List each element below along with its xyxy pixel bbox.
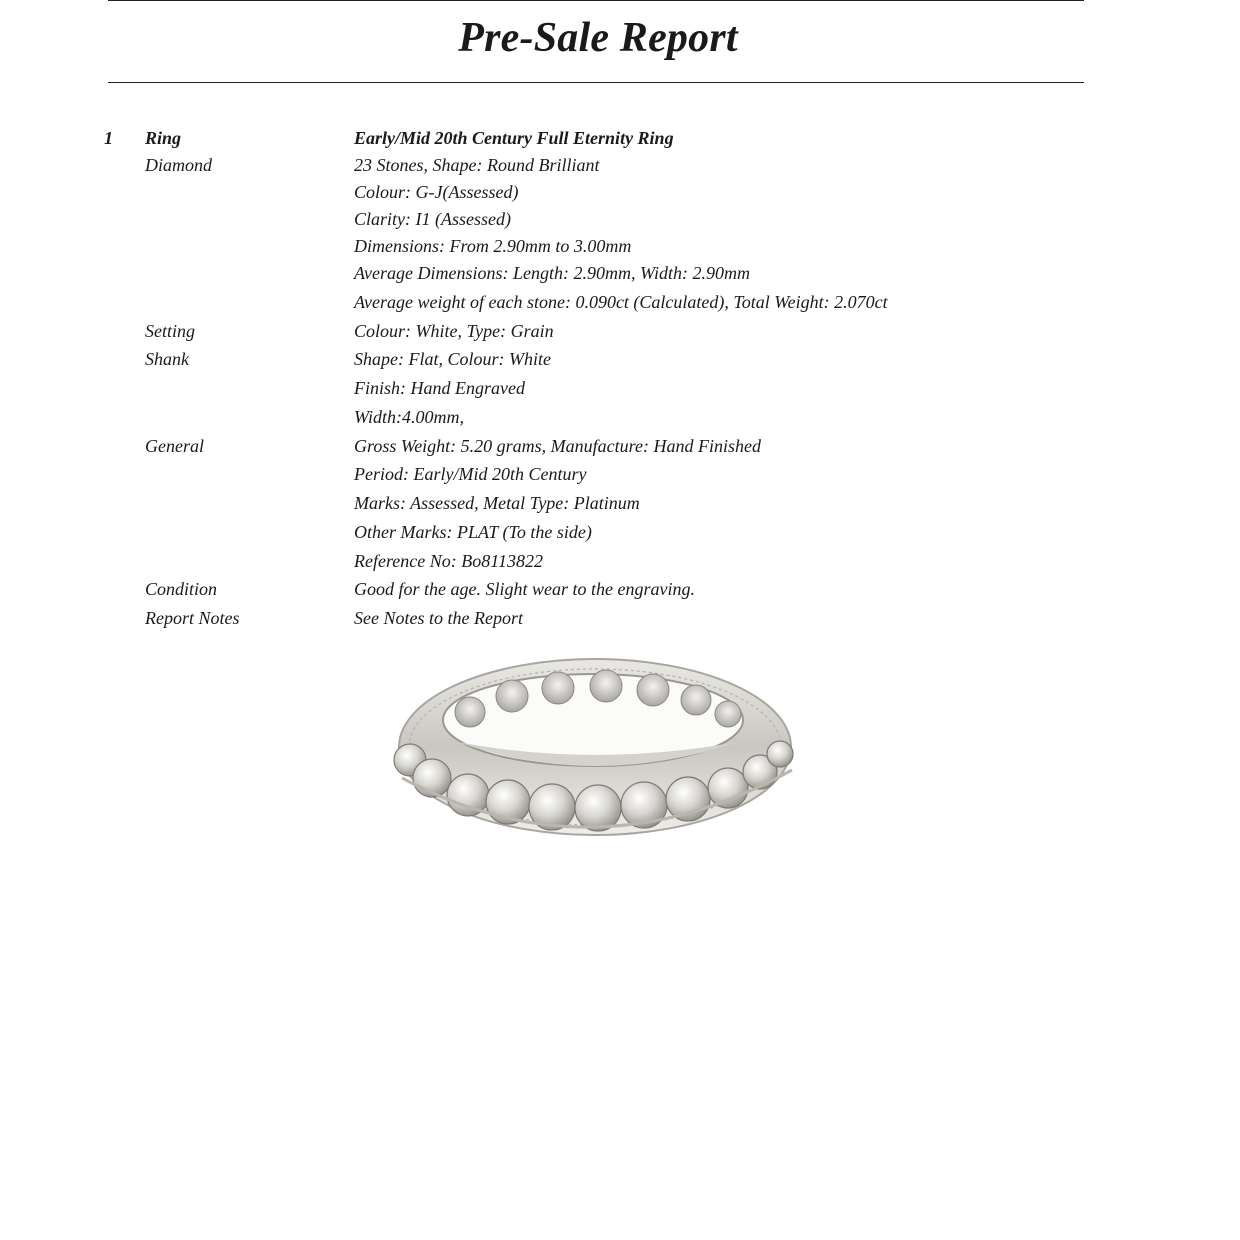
detail-row xyxy=(0,579,1240,607)
detail-value: Width:4.00mm, xyxy=(354,407,464,427)
detail-value: Reference No: Bo8113822 xyxy=(354,551,543,571)
detail-value: Shape: Flat, Colour: White xyxy=(354,349,551,369)
detail-value: Period: Early/Mid 20th Century xyxy=(354,464,587,484)
ring-photo xyxy=(388,650,818,860)
detail-value: Colour: White, Type: Grain xyxy=(354,321,554,341)
detail-row xyxy=(0,522,1240,550)
detail-row xyxy=(0,551,1240,579)
detail-value: Dimensions: From 2.90mm to 3.00mm xyxy=(354,236,632,256)
detail-value: Average weight of each stone: 0.090ct (Calculated), Total Weight: 2.070ct xyxy=(354,292,888,312)
detail-value: See Notes to the Report xyxy=(354,608,523,628)
detail-row xyxy=(0,378,1240,406)
detail-label: Setting xyxy=(145,321,195,341)
detail-value: 23 Stones, Shape: Round Brilliant xyxy=(354,155,600,175)
detail-row xyxy=(0,493,1240,521)
detail-value: Gross Weight: 5.20 grams, Manufacture: Hand Finished xyxy=(354,436,761,456)
item-number: 1 xyxy=(104,128,113,148)
detail-row xyxy=(0,321,1240,349)
detail-label: General xyxy=(145,436,204,456)
detail-row xyxy=(0,407,1240,435)
detail-row xyxy=(0,182,1240,210)
detail-value: Good for the age. Slight wear to the engraving. xyxy=(354,579,695,599)
title-underline xyxy=(108,82,1084,83)
top-rule xyxy=(108,0,1084,1)
detail-value: Other Marks: PLAT (To the side) xyxy=(354,522,592,542)
detail-value: Marks: Assessed, Metal Type: Platinum xyxy=(354,493,640,513)
detail-label: Report Notes xyxy=(145,608,240,628)
detail-row xyxy=(0,155,1240,183)
item-title: Early/Mid 20th Century Full Eternity Ring xyxy=(354,128,674,148)
detail-row xyxy=(0,236,1240,264)
detail-row xyxy=(0,209,1240,237)
detail-label: Diamond xyxy=(145,155,212,175)
detail-label: Condition xyxy=(145,579,218,599)
detail-value: Colour: G-J(Assessed) xyxy=(354,182,519,202)
item-heading-row xyxy=(0,128,1240,156)
detail-row xyxy=(0,464,1240,492)
detail-row xyxy=(0,292,1240,320)
detail-value: Finish: Hand Engraved xyxy=(354,378,525,398)
detail-row xyxy=(0,608,1240,636)
item-type: Ring xyxy=(145,128,182,148)
detail-value: Clarity: I1 (Assessed) xyxy=(354,209,511,229)
detail-row xyxy=(0,349,1240,377)
detail-row xyxy=(0,436,1240,464)
report-title: Pre-Sale Report xyxy=(458,15,738,61)
detail-value: Average Dimensions: Length: 2.90mm, Width: 2.90mm xyxy=(354,263,750,283)
detail-label: Shank xyxy=(145,349,189,369)
detail-row xyxy=(0,263,1240,291)
